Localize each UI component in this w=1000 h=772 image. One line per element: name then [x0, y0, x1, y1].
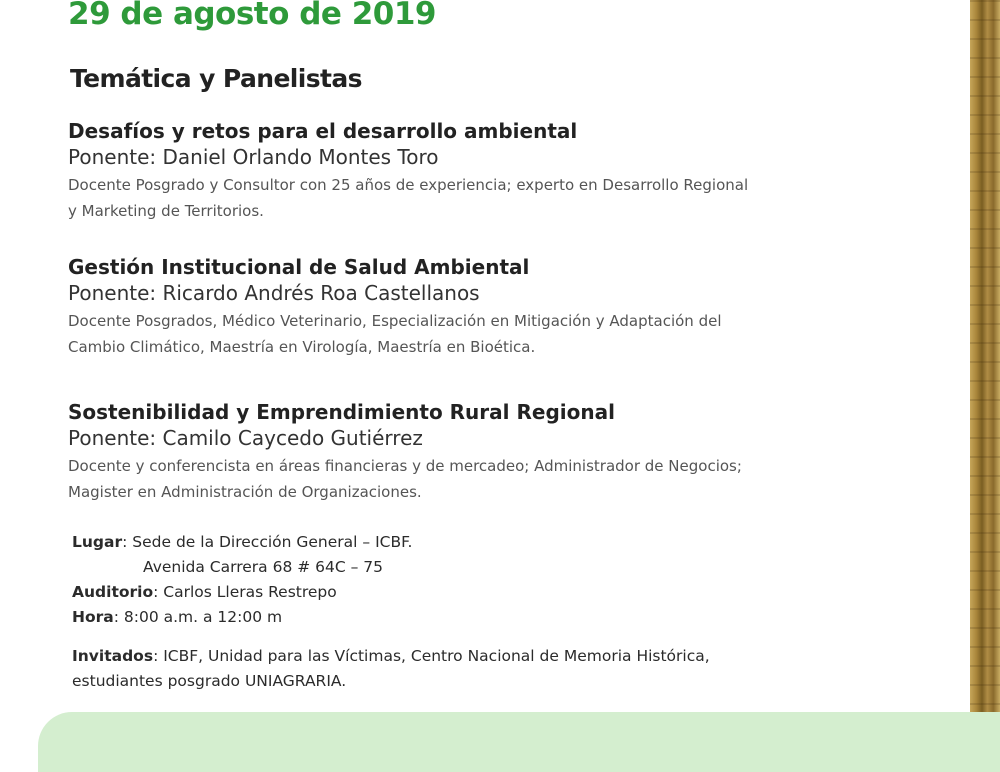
panel-bio	[68, 308, 948, 360]
panel-bio	[68, 453, 948, 505]
panel-speaker: Ponente: Camilo Caycedo Gutiérrez	[68, 426, 423, 450]
lugar-label: Lugar	[72, 533, 123, 551]
panel-bio	[68, 172, 948, 224]
panel-title: Desafíos y retos para el desarrollo ambiental	[68, 119, 578, 143]
hora-value: 8:00 a.m. a 12:00 m	[123, 608, 283, 626]
panel-bio-line: Magister en Administración de Organizaciones.	[68, 483, 422, 501]
panel-item	[68, 399, 948, 505]
panel-title: Gestión Institucional de Salud Ambiental	[68, 255, 530, 279]
auditorio-value: Carlos Lleras Restrepo	[163, 583, 337, 601]
panel-speaker: Ponente: Ricardo Andrés Roa Castellanos	[68, 281, 480, 305]
invitados-label: Invitados	[72, 647, 154, 665]
invitados-continuation: estudiantes posgrado UNIAGRARIA.	[72, 672, 347, 690]
panel-speaker: Ponente: Daniel Orlando Montes Toro	[68, 145, 439, 169]
panel-item	[68, 118, 948, 224]
hora-label: Hora	[72, 608, 114, 626]
auditorio-row: Auditorio: Carlos Lleras Restrepo	[72, 583, 337, 601]
hora-row: Hora: 8:00 a.m. a 12:00 m	[72, 608, 283, 626]
panel-item	[68, 254, 948, 360]
panel-bio-line: Docente Posgrado y Consultor con 25 años de experiencia; experto en Desarrollo Regional	[68, 176, 749, 194]
lugar-address: Avenida Carrera 68 # 64C – 75	[143, 558, 384, 576]
invitados-row: Invitados: ICBF, Unidad para las Víctimas, Centro Nacional de Memoria Histórica,	[72, 647, 710, 665]
event-details	[72, 530, 952, 694]
panel-bio-line: y Marketing de Territorios.	[68, 202, 264, 220]
panel-title: Sostenibilidad y Emprendimiento Rural Regional	[68, 400, 615, 424]
panel-bio-line: Cambio Climático, Maestría en Virología, Maestría en Bioética.	[68, 338, 536, 356]
invitados-block	[72, 644, 952, 694]
lugar-value: Sede de la Dirección General – ICBF.	[132, 533, 413, 551]
footer-band	[38, 712, 1000, 772]
event-date: 29 de agosto de 2019	[68, 0, 436, 32]
auditorio-label: Auditorio	[72, 583, 154, 601]
panel-bio-line: Docente Posgrados, Médico Veterinario, Especialización en Mitigación y Adaptación del	[68, 312, 722, 330]
section-title: Temática y Panelistas	[70, 64, 362, 93]
wood-border	[970, 0, 1000, 712]
panel-bio-line: Docente y conferencista en áreas financieras y de mercadeo; Administrador de Negocios;	[68, 457, 742, 475]
lugar-row: Lugar: Sede de la Dirección General – ICBF.	[72, 533, 413, 551]
invitados-value: ICBF, Unidad para las Víctimas, Centro Nacional de Memoria Histórica,	[163, 647, 710, 665]
